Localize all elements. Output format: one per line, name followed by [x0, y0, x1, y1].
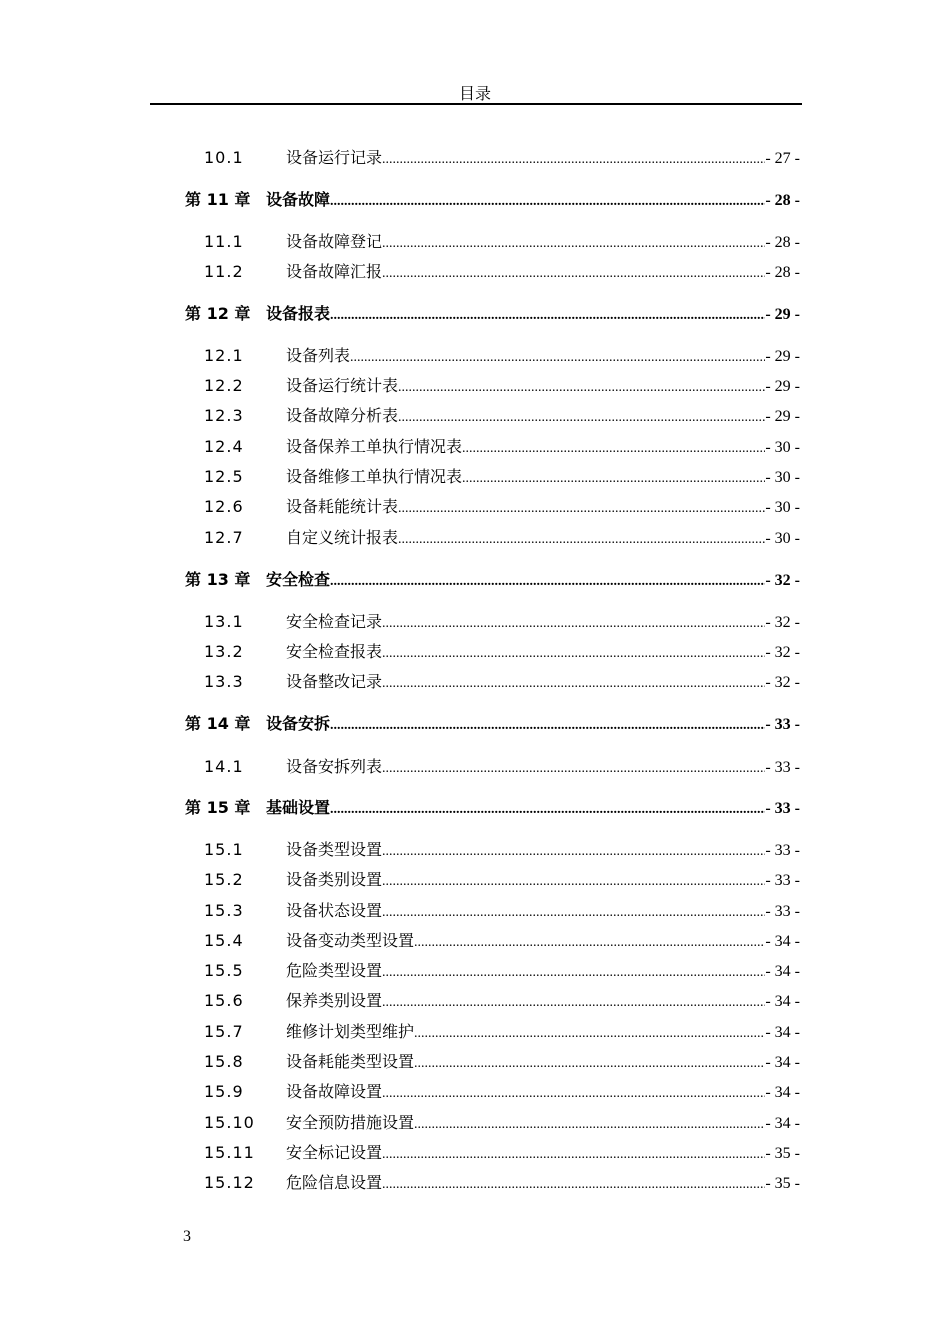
toc-entry-title: 安全标记设置	[286, 1143, 383, 1162]
toc-entry-title: 危险信息设置	[286, 1173, 383, 1192]
toc-dot-leader	[382, 841, 765, 863]
toc-dot-leader	[330, 305, 765, 327]
toc-section-entry[interactable]	[204, 756, 800, 778]
toc-entry-title: 安全预防措施设置	[286, 1113, 415, 1132]
toc-dot-leader	[330, 191, 765, 213]
toc-dot-leader	[414, 1053, 765, 1075]
toc-dot-leader	[382, 673, 765, 695]
toc-entry-page: - 34 -	[765, 933, 800, 950]
toc-entry-page: - 29 -	[765, 306, 800, 323]
toc-dot-leader	[330, 799, 765, 821]
toc-entry-number: 14.1	[204, 757, 244, 776]
toc-section-entry[interactable]	[204, 1021, 800, 1043]
toc-entry-page: - 30 -	[765, 530, 800, 547]
toc-entry-number: 12.6	[204, 497, 244, 516]
toc-dot-leader	[462, 468, 765, 490]
toc-dot-leader	[382, 149, 765, 171]
toc-entry-number: 15.8	[204, 1052, 244, 1071]
toc-dot-leader	[330, 571, 765, 593]
toc-entry-title: 设备耗能统计表	[286, 497, 399, 516]
toc-dot-leader	[382, 962, 765, 984]
toc-section-entry[interactable]	[204, 900, 800, 922]
toc-entry-page: - 33 -	[765, 759, 800, 776]
toc-section-entry[interactable]	[204, 147, 800, 169]
page-header-title: 目录	[458, 84, 491, 103]
toc-entry-number: 10.1	[204, 148, 244, 167]
toc-dot-leader	[398, 407, 765, 429]
toc-entry-title: 维修计划类型维护	[286, 1022, 415, 1041]
toc-entry-title: 设备故障分析表	[286, 406, 399, 425]
toc-entry-page: - 32 -	[765, 572, 800, 589]
toc-entry-title: 设备列表	[286, 346, 351, 365]
toc-entry-number: 13.3	[204, 672, 244, 691]
toc-dot-leader	[398, 377, 765, 399]
toc-entry-page: - 30 -	[765, 499, 800, 516]
toc-entry-page: - 28 -	[765, 192, 800, 209]
toc-dot-leader	[350, 347, 765, 369]
toc-entry-number: 第 14 章	[185, 714, 251, 733]
toc-section-entry[interactable]	[204, 990, 800, 1012]
toc-section-entry[interactable]	[204, 261, 800, 283]
toc-section-entry[interactable]	[204, 869, 800, 891]
toc-dot-leader	[382, 643, 765, 665]
toc-entry-title: 设备运行记录	[286, 148, 383, 167]
toc-entry-number: 15.4	[204, 931, 244, 950]
toc-entry-number: 12.4	[204, 437, 244, 456]
toc-entry-page: - 29 -	[765, 408, 800, 425]
toc-entry-page: - 32 -	[765, 674, 800, 691]
toc-dot-leader	[382, 758, 765, 780]
toc-dot-leader	[382, 263, 765, 285]
toc-section-entry[interactable]	[204, 671, 800, 693]
toc-entry-title: 设备运行统计表	[286, 376, 399, 395]
toc-section-entry[interactable]	[204, 839, 800, 861]
toc-entry-title: 安全检查	[266, 570, 331, 589]
toc-entry-page: - 33 -	[765, 842, 800, 859]
toc-entry-number: 15.5	[204, 961, 244, 980]
toc-entry-number: 第 15 章	[185, 798, 251, 817]
toc-entry-title: 设备维修工单执行情况表	[286, 467, 463, 486]
toc-dot-leader	[330, 715, 765, 737]
toc-entry-title: 设备类别设置	[286, 870, 383, 889]
toc-entry-number: 第 12 章	[185, 304, 251, 323]
toc-section-entry[interactable]	[204, 611, 800, 633]
toc-entry-page: - 32 -	[765, 644, 800, 661]
toc-section-entry[interactable]	[204, 375, 800, 397]
toc-chapter-entry[interactable]	[185, 797, 800, 819]
toc-entry-page: - 34 -	[765, 963, 800, 980]
toc-dot-leader	[414, 1114, 765, 1136]
toc-entry-title: 设备故障汇报	[286, 262, 383, 281]
toc-entry-title: 设备故障登记	[286, 232, 383, 251]
toc-entry-title: 设备保养工单执行情况表	[286, 437, 463, 456]
toc-section-entry[interactable]	[204, 1081, 800, 1103]
toc-entry-number: 12.3	[204, 406, 244, 425]
toc-entry-title: 安全检查记录	[286, 612, 383, 631]
toc-chapter-entry[interactable]	[185, 189, 800, 211]
toc-entry-number: 15.10	[204, 1113, 255, 1132]
toc-entry-page: - 34 -	[765, 1024, 800, 1041]
page-number: 3	[183, 1228, 191, 1245]
toc-dot-leader	[382, 871, 765, 893]
toc-entry-page: - 30 -	[765, 469, 800, 486]
toc-entry-number: 15.7	[204, 1022, 244, 1041]
toc-entry-number: 15.3	[204, 901, 244, 920]
toc-dot-leader	[414, 1023, 765, 1045]
toc-section-entry[interactable]	[204, 436, 800, 458]
toc-entry-number: 15.9	[204, 1082, 244, 1101]
toc-entry-title: 设备报表	[266, 304, 331, 323]
toc-entry-page: - 29 -	[765, 348, 800, 365]
toc-entry-title: 保养类别设置	[286, 991, 383, 1010]
toc-entry-number: 第 11 章	[185, 190, 251, 209]
toc-entry-number: 11.2	[204, 262, 244, 281]
toc-section-entry[interactable]	[204, 641, 800, 663]
toc-section-entry[interactable]	[204, 345, 800, 367]
toc-entry-page: - 29 -	[765, 378, 800, 395]
toc-section-entry[interactable]	[204, 960, 800, 982]
toc-entry-number: 第 13 章	[185, 570, 251, 589]
toc-section-entry[interactable]	[204, 527, 800, 549]
toc-section-entry[interactable]	[204, 231, 800, 253]
toc-dot-leader	[382, 1174, 765, 1196]
toc-entry-number: 12.5	[204, 467, 244, 486]
toc-entry-number: 12.1	[204, 346, 244, 365]
toc-entry-title: 设备安拆列表	[286, 757, 383, 776]
toc-entry-number: 15.2	[204, 870, 244, 889]
toc-entry-title: 设备整改记录	[286, 672, 383, 691]
toc-entry-page: - 35 -	[765, 1175, 800, 1192]
toc-entry-page: - 33 -	[765, 872, 800, 889]
toc-entry-number: 13.1	[204, 612, 244, 631]
toc-entry-title: 基础设置	[266, 798, 331, 817]
toc-section-entry[interactable]	[204, 1112, 800, 1134]
toc-entry-title: 设备耗能类型设置	[286, 1052, 415, 1071]
toc-entry-number: 11.1	[204, 232, 244, 251]
toc-entry-title: 设备安拆	[266, 714, 331, 733]
toc-dot-leader	[414, 932, 765, 954]
toc-dot-leader	[398, 498, 765, 520]
toc-entry-page: - 30 -	[765, 439, 800, 456]
toc-entry-number: 15.11	[204, 1143, 255, 1162]
toc-entry-page: - 34 -	[765, 1115, 800, 1132]
toc-chapter-entry[interactable]	[185, 713, 800, 735]
toc-section-entry[interactable]	[204, 466, 800, 488]
toc-section-entry[interactable]	[204, 405, 800, 427]
toc-entry-page: - 35 -	[765, 1145, 800, 1162]
toc-dot-leader	[382, 233, 765, 255]
toc-entry-number: 12.2	[204, 376, 244, 395]
toc-section-entry[interactable]	[204, 930, 800, 952]
toc-section-entry[interactable]	[204, 496, 800, 518]
toc-entry-number: 15.12	[204, 1173, 255, 1192]
toc-entry-title: 安全检查报表	[286, 642, 383, 661]
toc-entry-page: - 34 -	[765, 993, 800, 1010]
toc-entry-title: 自定义统计报表	[286, 528, 399, 547]
toc-entry-title: 设备故障设置	[286, 1082, 383, 1101]
toc-entry-page: - 28 -	[765, 234, 800, 251]
toc-entry-title: 危险类型设置	[286, 961, 383, 980]
toc-entry-page: - 32 -	[765, 614, 800, 631]
toc-chapter-entry[interactable]	[185, 303, 800, 325]
toc-section-entry[interactable]	[204, 1172, 800, 1194]
toc-entry-title: 设备状态设置	[286, 901, 383, 920]
toc-entry-number: 15.1	[204, 840, 244, 859]
toc-chapter-entry[interactable]	[185, 569, 800, 591]
toc-section-entry[interactable]	[204, 1142, 800, 1164]
toc-entry-page: - 34 -	[765, 1054, 800, 1071]
toc-entry-page: - 33 -	[765, 903, 800, 920]
toc-dot-leader	[382, 613, 765, 635]
toc-entry-number: 12.7	[204, 528, 244, 547]
toc-entry-title: 设备变动类型设置	[286, 931, 415, 950]
toc-entry-title: 设备类型设置	[286, 840, 383, 859]
toc-dot-leader	[382, 1083, 765, 1105]
toc-entry-page: - 33 -	[765, 800, 800, 817]
toc-entry-number: 15.6	[204, 991, 244, 1010]
toc-entry-page: - 33 -	[765, 716, 800, 733]
toc-dot-leader	[382, 1144, 765, 1166]
toc-entry-page: - 34 -	[765, 1084, 800, 1101]
toc-entry-page: - 27 -	[765, 150, 800, 167]
toc-entry-number: 13.2	[204, 642, 244, 661]
toc-section-entry[interactable]	[204, 1051, 800, 1073]
toc-dot-leader	[398, 529, 765, 551]
toc-entry-title: 设备故障	[266, 190, 331, 209]
toc-dot-leader	[382, 992, 765, 1014]
toc-entry-page: - 28 -	[765, 264, 800, 281]
toc-dot-leader	[462, 438, 765, 460]
toc-dot-leader	[382, 902, 765, 924]
